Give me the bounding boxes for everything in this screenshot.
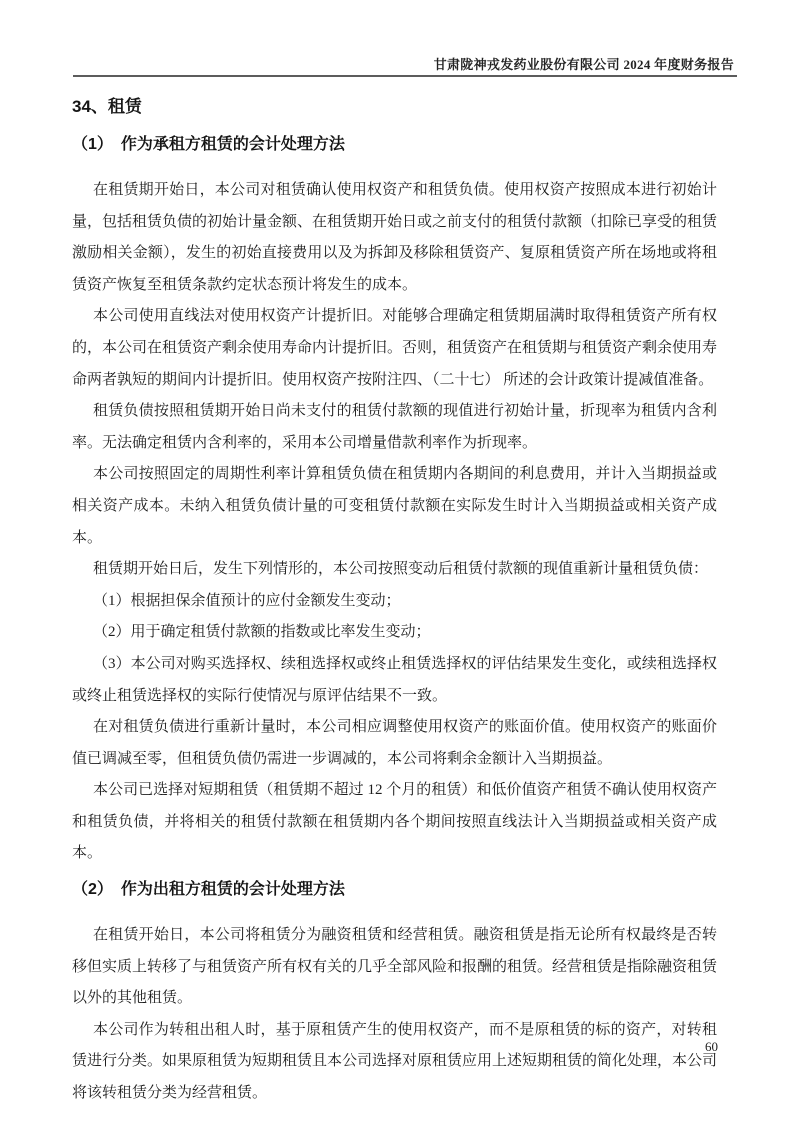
paragraph: 本公司使用直线法对使用权资产计提折旧。对能够合理确定租赁期届满时取得租赁资产所有权的，本公司在租赁资产剩余使用寿命内计提折旧。否则，租赁资产在租赁期与租赁资产剩余使用寿命两者孰短的期间内计提折旧。使用权资产按附注四、（二十七） 所述的会计政策计提减值准备。 (72, 308, 718, 388)
paragraph: 在对租赁负债进行重新计量时，本公司相应调整使用权资产的账面价值。使用权资产的账面价值已调减至零，但租赁负债仍需进一步调减的，本公司将剩余金额计入当期损益。 (72, 719, 717, 767)
paragraph: 租赁负债按照租赁期开始日尚未支付的租赁付款额的现值进行初始计量，折现率为租赁内含利率。无法确定租赁内含利率的，采用本公司增量借款利率作为折现率。 (72, 403, 717, 451)
section-title: 34、租赁 (72, 97, 142, 116)
subsection-heading-lessee: （1） 作为承租方租赁的会计处理方法 (72, 136, 345, 153)
list-item: （2）用于确定租赁付款额的指数或比率发生变动； (93, 624, 431, 641)
list-item: （1）根据担保余值预计的应付金额发生变动； (93, 592, 401, 609)
subsection-heading-lessor: （2） 作为出租方租赁的会计处理方法 (72, 881, 345, 899)
subsection-lessee-body (72, 175, 717, 870)
paragraph: 本公司已选择对短期租赁（租赁期不超过 12 个月的租赁）和低价值资产租赁不确认使用权资产和租赁负债，并将相关的租赁付款额在租赁期内各个期间按照直线法计入当期损益或相关资产成本。 (72, 782, 717, 862)
header-title: 甘肃陇神戎发药业股份有限公司 2024 年度财务报告 (433, 57, 734, 72)
paragraph: 本公司作为转租出租人时，基于原租赁产生的使用权资产，而不是原租赁的标的资产，对转租赁进行分类。如果原租赁为短期租赁且本公司选择对原租赁应用上述短期租赁的简化处理，本公司将该转租赁分类为经营租赁。 (72, 1021, 718, 1102)
page-footer (73, 1039, 718, 1055)
subsection-lessor-body (72, 920, 717, 1110)
paragraph: 租赁期开始日后，发生下列情形的，本公司按照变动后租赁付款额的现值重新计量租赁负债： (93, 561, 709, 578)
page-number: 60 (705, 1039, 718, 1054)
paragraph: 在租赁期开始日，本公司对租赁确认使用权资产和租赁负债。使用权资产按照成本进行初始计量，包括租赁负债的初始计量金额、在租赁期开始日或之前支付的租赁付款额（扣除已享受的租赁激励相关金额），发生的初始直接费用以及为拆卸及移除租赁资产、复原租赁资产所在场地或将租赁资产恢复至租赁条款约定状态预计将发生的成本。 (72, 182, 718, 293)
list-item: （3）本公司对购买选择权、续租选择权或终止租赁选择权的评估结果发生变化，或续租选择权或终止租赁选择权的实际行使情况与原评估结果不一致。 (72, 655, 717, 704)
paragraph: 本公司按照固定的周期性利率计算租赁负债在租赁期内各期间的利息费用，并计入当期损益或相关资产成本。未纳入租赁负债计量的可变租赁付款额在实际发生时计入当期损益或相关资产成本。 (72, 466, 717, 546)
document-content (72, 0, 717, 1110)
paragraph: 在租赁开始日，本公司将租赁分为融资租赁和经营租赁。融资租赁是指无论所有权最终是否转移但实质上转移了与租赁资产所有权有关的几乎全部风险和报酬的租赁。经营租赁是指除融资租赁以外的其他租赁。 (72, 927, 718, 1007)
